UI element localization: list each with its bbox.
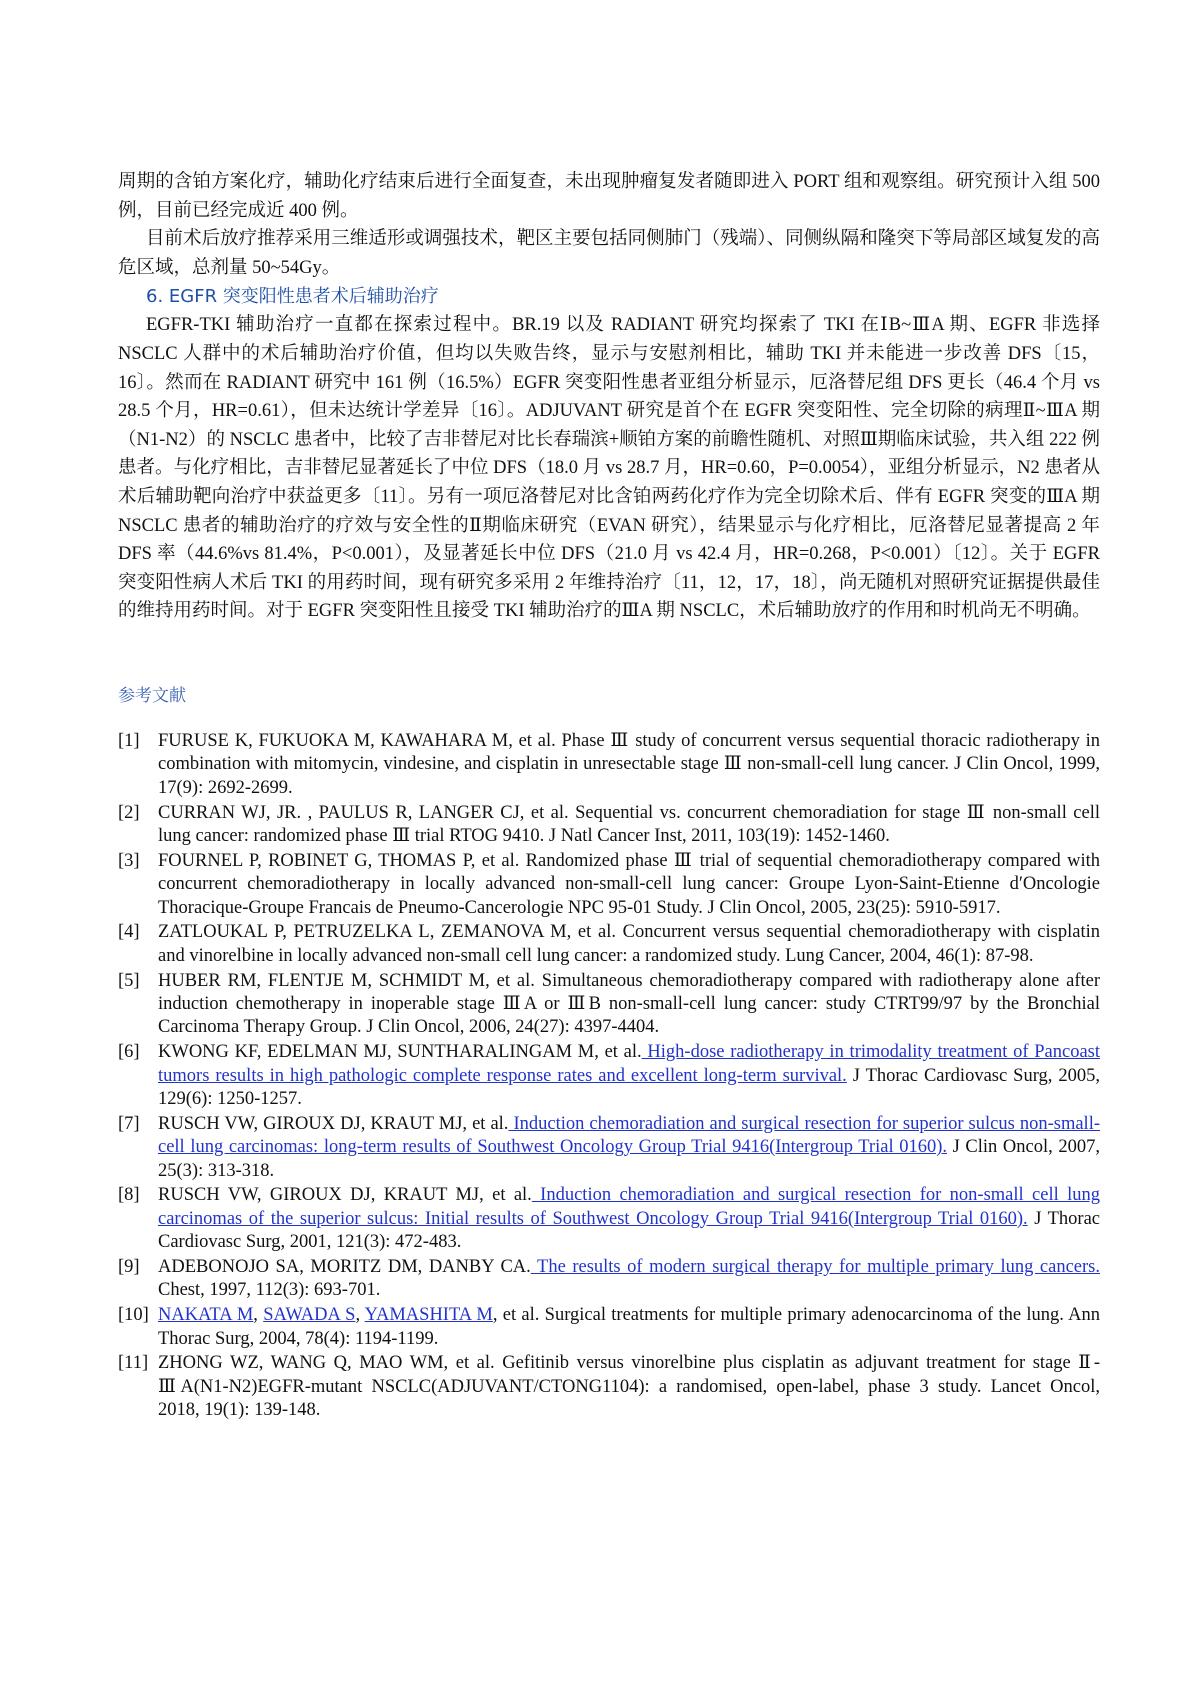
author-link[interactable]: NAKATA M bbox=[158, 1305, 254, 1326]
reference-authors: KWONG KF, EDELMAN MJ, SUNTHARALINGAM M, et al. bbox=[158, 1042, 642, 1063]
reference-text: ZHONG WZ, WANG Q, MAO WM, et al. Gefitinib versus vinorelbine plus cisplatin as adjuvant treatment for stage Ⅱ-ⅢA(N1-N2)EGFR-mutant NSCLC(ADJUVANT/CTONG1104): a randomised, open-label, phase 3 study. Lancet Oncol, 2018, 19(1): 139-148. bbox=[158, 1353, 1100, 1421]
reference-text: FURUSE K, FUKUOKA M, KAWAHARA M, et al. Phase Ⅲ study of concurrent versus sequential thoracic radiotherapy in combination with mitomycin, vindesine, and cisplatin in unresectable stage Ⅲ non-small-cell lung cancer. J Clin Oncol, 1999, 17(9): 2692-2699. bbox=[158, 730, 1100, 798]
reference-authors: RUSCH VW, GIROUX DJ, KRAUT MJ, et al. bbox=[158, 1113, 509, 1134]
reference-source: , et al. Surgical treatments for multiple primary adenocarcinoma of the lung. Ann Thorac Surg, 2004, 78(4): 1194-1199. bbox=[158, 1305, 1100, 1349]
reference-source: Chest, 1997, 112(3): 693-701. bbox=[158, 1280, 381, 1301]
reference-number: [11] bbox=[118, 1353, 149, 1374]
section-heading: 6. EGFR 突变阳性患者术后辅助治疗 bbox=[146, 286, 439, 308]
author-link[interactable]: SAWADA S bbox=[263, 1305, 356, 1326]
reference-number: [9] bbox=[118, 1256, 140, 1277]
reference-item bbox=[118, 921, 1100, 968]
reference-source: J Thorac Cardiovasc Surg, 2001, 121(3): 472-483. bbox=[158, 1208, 1101, 1253]
reference-item bbox=[118, 1352, 1100, 1422]
reference-number: [6] bbox=[118, 1042, 140, 1063]
reference-item bbox=[118, 1041, 1100, 1111]
reference-number: [2] bbox=[118, 802, 140, 823]
reference-link[interactable]: The results of modern surgical therapy for multiple primary lung cancers. bbox=[530, 1256, 1100, 1277]
reference-list bbox=[118, 730, 1100, 1423]
reference-item bbox=[118, 1113, 1100, 1183]
reference-number: [10] bbox=[118, 1305, 149, 1326]
reference-text: HUBER RM, FLENTJE M, SCHMIDT M, et al. Simultaneous chemoradiotherapy compared with radiotherapy alone after induction chemotherapy in inoperable stage ⅢA or ⅢB non-small-cell lung cancer: study CTRT99/97 by the Bronchial Carcinoma Therapy Group. J Clin Oncol, 2006, 24(27): 4397-4404. bbox=[158, 970, 1100, 1038]
body-paragraph: EGFR-TKI 辅助治疗一直都在探索过程中。BR.19 以及 RADIANT 研究均探索了 TKI 在ⅠB~ⅢA 期、EGFR 非选择 NSCLC 人群中的术后辅助治疗价值，但均以失败告终，显示与安慰剂相比，辅助 TKI 并未能进一步改善 DFS〔15，16〕。然而在 RADIANT 研究中 161 例（16.5%）EGFR 突变阳性患者亚组分析显示，厄洛替尼组 DFS 更长（46.4 个月 vs 28.5 个月，HR=0.61），但未达统计学差异〔16〕。ADJUVANT 研究是首个在 EGFR 突变阳性、完全切除的病理Ⅱ~ⅢA 期（N1-N2）的 NSCLC 患者中，比较了吉非替尼对比长春瑞滨+顺铂方案的前瞻性随机、对照Ⅲ期临床试验，共入组 222 例患者。与化疗相比，吉非替尼显著延长了中位 DFS（18.0 月 vs 28.7 月，HR=0.60，P=0.0054），亚组分析显示，N2 患者从术后辅助靶向治疗中获益更多〔11〕。另有一项厄洛替尼对比含铂两药化疗作为完全切除术后、伴有 EGFR 突变的ⅢA 期 NSCLC 患者的辅助治疗的疗效与安全性的Ⅱ期临床研究（EVAN 研究），结果显示与化疗相比，厄洛替尼显著提高 2 年 DFS 率（44.6%vs 81.4%，P<0.001），及显著延长中位 DFS（21.0 月 vs 42.4 月，HR=0.268，P<0.001）〔12〕。关于 EGFR 突变阳性病人术后 TKI 的用药时间，现有研究多采用 2 年维持治疗〔11，12，17，18〕，尚无随机对照研究证据提供最佳的维持用药时间。对于 EGFR 突变阳性且接受 TKI 辅助治疗的ⅢA 期 NSCLC，术后辅助放疗的作用和时机尚无不明确。 bbox=[118, 315, 1100, 622]
reference-text: FOURNEL P, ROBINET G, THOMAS P, et al. Randomized phase Ⅲ trial of sequential chemoradiotherapy compared with concurrent chemoradiotherapy in locally advanced non-small-cell lung cancer: Groupe Lyon-Saint-Etienne d′Oncologie Thoracique-Groupe Francais de Pneumo-Cancerologie NPC 95-01 Study. J Clin Oncol, 2005, 23(25): 5910-5917. bbox=[158, 850, 1100, 918]
reference-number: [5] bbox=[118, 970, 140, 991]
reference-item bbox=[118, 802, 1100, 849]
reference-text: CURRAN WJ, JR. , PAULUS R, LANGER CJ, et al. Sequential vs. concurrent chemoradiation for stage Ⅲ non-small cell lung cancer: randomized phase Ⅲ trial RTOG 9410. J Natl Cancer Inst, 2011, 103(19): 1452-1460. bbox=[158, 802, 1100, 846]
reference-authors: RUSCH VW, GIROUX DJ, KRAUT MJ, et al. bbox=[158, 1185, 532, 1206]
reference-item bbox=[118, 1184, 1100, 1254]
author-link[interactable]: YAMASHITA M bbox=[364, 1305, 493, 1326]
reference-number: [1] bbox=[118, 730, 140, 751]
reference-item bbox=[118, 730, 1100, 800]
body-paragraph: 周期的含铂方案化疗，辅助化疗结束后进行全面复查，未出现肿瘤复发者随即进入 PORT 组和观察组。研究预计入组 500 例，目前已经完成近 400 例。 bbox=[118, 172, 1100, 221]
reference-source: J Clin Oncol, 2007, 25(3): 313-318. bbox=[158, 1137, 1100, 1181]
reference-item bbox=[118, 1304, 1100, 1351]
reference-item bbox=[118, 850, 1100, 920]
reference-authors: ADEBONOJO SA, MORITZ DM, DANBY CA. bbox=[158, 1256, 531, 1277]
reference-item bbox=[118, 1256, 1100, 1303]
reference-link[interactable]: High-dose radiotherapy in trimodality treatment of Pancoast tumors results in high pathologic complete response rates and excellent long-term survival. bbox=[158, 1042, 1100, 1086]
reference-link[interactable]: Induction chemoradiation and surgical resection for superior sulcus non-small-cell lung carcinomas: long-term results of Southwest Oncology Group Trial 9416(Intergroup Trial 0160). bbox=[158, 1113, 1100, 1158]
reference-number: [4] bbox=[118, 922, 140, 943]
reference-number: [7] bbox=[118, 1113, 140, 1134]
author-separator: , bbox=[253, 1305, 264, 1326]
author-separator: , bbox=[355, 1305, 365, 1326]
body-paragraph: 目前术后放疗推荐采用三维适形或调强技术，靶区主要包括同侧肺门（残端）、同侧纵隔和隆突下等局部区域复发的高危区域，总剂量 50~54Gy。 bbox=[118, 229, 1100, 278]
references-title: 参考文献 bbox=[118, 685, 186, 706]
document-page bbox=[118, 168, 1100, 1424]
reference-number: [8] bbox=[118, 1185, 140, 1206]
reference-text: ZATLOUKAL P, PETRUZELKA L, ZEMANOVA M, et al. Concurrent versus sequential chemoradiotherapy with cisplatin and vinorelbine in locally advanced non-small cell lung cancer: a randomized study. Lung Cancer, 2004, 46(1): 87-98. bbox=[158, 922, 1100, 966]
reference-item bbox=[118, 970, 1100, 1040]
reference-source: J Thorac Cardiovasc Surg, 2005, 129(6): 1250-1257. bbox=[158, 1065, 1100, 1109]
reference-number: [3] bbox=[118, 850, 140, 871]
reference-link[interactable]: Induction chemoradiation and surgical resection for non-small cell lung carcinomas of the superior sulcus: Initial results of Southwest Oncology Group Trial 9416(Intergroup Trial 0160). bbox=[158, 1185, 1100, 1229]
